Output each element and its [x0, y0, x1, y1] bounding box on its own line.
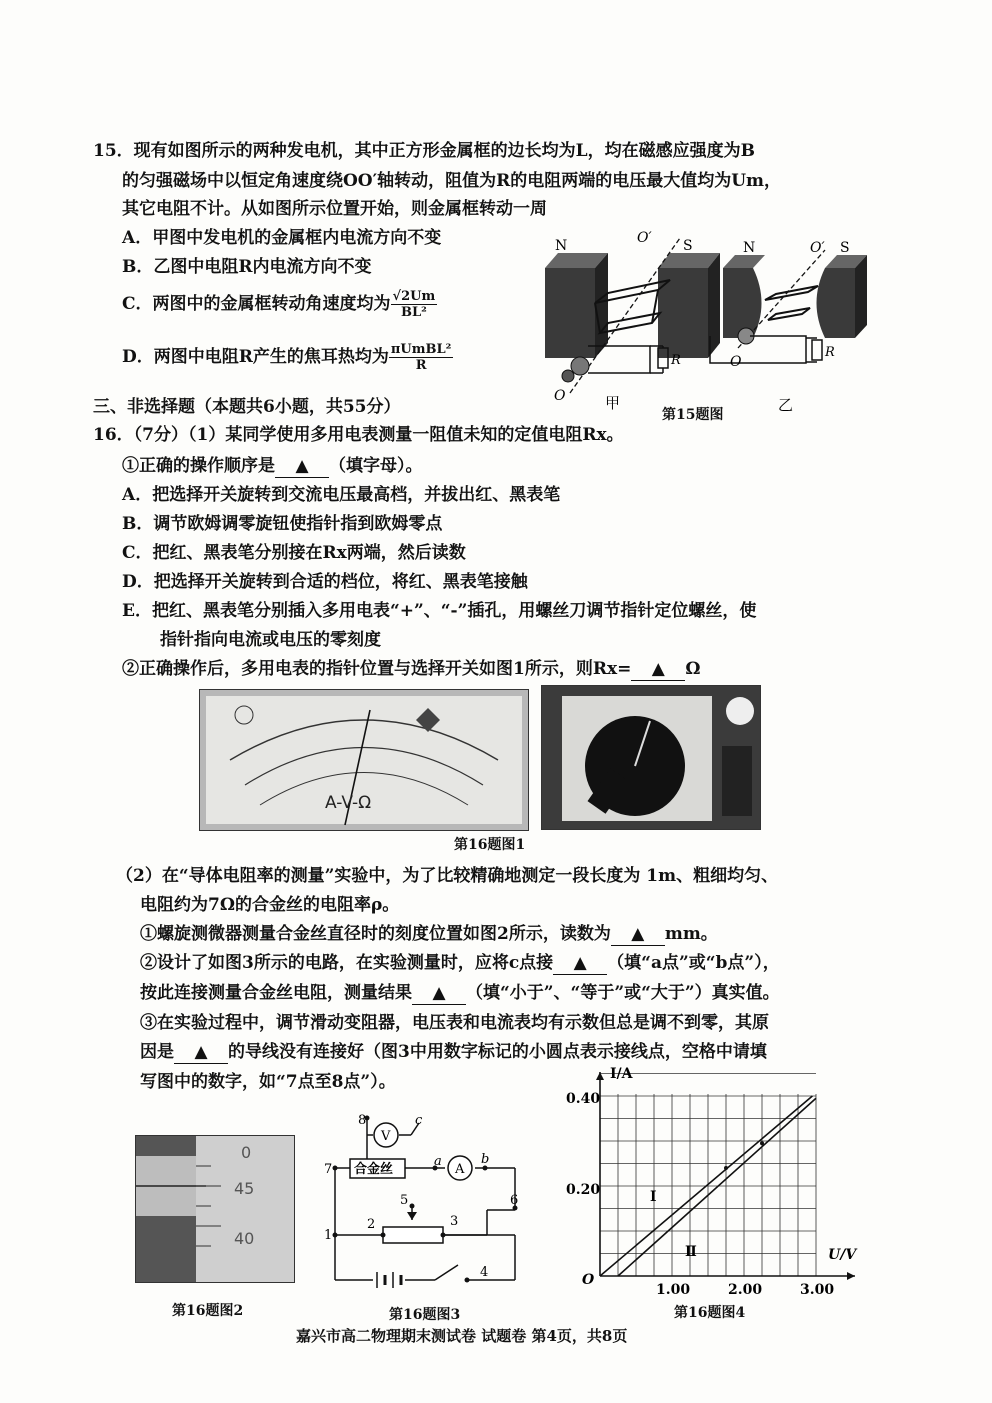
line-I-label: Ⅰ — [650, 1189, 657, 1205]
q15-option-c — [122, 289, 437, 320]
label-n: N — [555, 238, 568, 254]
prompt-text: 的导线没有连接好（图3中用数字标记的小圆点表示接线点，空格中请填 — [228, 1042, 767, 1062]
q15-option-d-fraction — [389, 342, 453, 373]
q15-option-d — [122, 342, 453, 373]
q15-option-d-text: D．两图中电阻R产生的焦耳热均为 — [122, 347, 389, 367]
answer-blank[interactable]: ▲ — [412, 982, 466, 1005]
q16-option-e-line1: E．把红、黑表笔分别插入多用电表“+”、“-”插孔，用螺丝刀调节指针定位螺丝，使 — [122, 601, 757, 621]
q16-step1 — [140, 923, 718, 946]
grid — [600, 1074, 816, 1277]
label-n: N — [743, 240, 756, 256]
q16-option-d: D．把选择开关旋转到合适的档位，将红、黑表笔接触 — [122, 572, 528, 592]
circuit-diagram — [315, 1108, 525, 1298]
q16-part2-line2: 电阻约为7Ω的合金丝的电阻率ρ。 — [140, 895, 400, 915]
label-s: S — [683, 238, 693, 254]
prompt-text: （填字母）。 — [329, 456, 423, 476]
q16-fig1-caption: 第16题图1 — [454, 837, 526, 853]
q15-stem-line1: 15．现有如图所示的两种发电机，其中正方形金属框的边长均为L，均在磁感应强度为B — [93, 141, 755, 161]
q15-option-b: B．乙图中电阻R内电流方向不变 — [122, 257, 372, 277]
node-5: 5 — [400, 1193, 409, 1208]
q16-part1-reading — [122, 658, 700, 681]
alloy-wire-label: 合金丝 — [354, 1162, 394, 1177]
x-axis-arrow — [847, 1272, 855, 1280]
q16-step3-line1: ③在实验过程中，调节滑动变阻器，电压表和电流表均有示数但总是调不到零，其原 — [140, 1013, 769, 1033]
node-3: 3 — [450, 1214, 459, 1229]
prompt-text: （填“小于”、“等于”或“大于”）真实值。 — [466, 983, 780, 1003]
node-2: 2 — [367, 1217, 376, 1232]
node-8: 8 — [358, 1113, 367, 1128]
label-o-prime: O′ — [810, 240, 825, 256]
label-r: R — [671, 353, 681, 368]
point-a: a — [434, 1154, 442, 1169]
q16-step2b — [140, 982, 780, 1005]
label-o-prime: O′ — [637, 230, 652, 246]
label-r: R — [825, 345, 835, 360]
prompt-text: 按此连接测量合金丝电阻，测量结果 — [140, 983, 412, 1003]
q15-figure-caption: 第15题图 — [662, 407, 724, 423]
q16-option-b: B．调节欧姆调零旋钮使指针指到欧姆零点 — [122, 514, 443, 534]
frac-denominator: BL² — [400, 305, 427, 320]
page-footer: 嘉兴市高二物理期末测试卷 试题卷 第4页，共8页 — [296, 1327, 628, 1345]
answer-blank[interactable]: ▲ — [631, 658, 685, 681]
prompt-text: ①正确的操作顺序是 — [122, 456, 275, 476]
answer-blank[interactable]: ▲ — [611, 923, 665, 946]
data-point — [760, 1141, 764, 1145]
prompt-text: （填“a点”或“b点”）， — [607, 953, 780, 973]
prompt-text: ①螺旋测微器测量合金丝直径时的刻度位置如图2所示，读数为 — [140, 924, 611, 944]
q16-part2-line1: （2）在“导体电阻率的测量”实验中，为了比较精确地测定一段长度为 1m、粗细均匀、 — [116, 866, 779, 886]
y-axis-label: I/A — [610, 1066, 633, 1082]
prompt-text: ②设计了如图3所示的电路，在实验测量时，应将c点接 — [140, 953, 554, 973]
generator-yi — [710, 240, 867, 414]
q15-option-c-fraction — [391, 289, 438, 320]
point-b: b — [481, 1152, 490, 1167]
q15-generator-figure — [540, 228, 870, 418]
figure-label-jia: 甲 — [605, 394, 621, 412]
q16-step3-line2 — [140, 1041, 767, 1064]
q16-stem: 16．（7分）（1）某同学使用多用电表测量一阻值未知的定值电阻Rx。 — [93, 425, 624, 445]
label-o: O — [730, 354, 742, 370]
node-4: 4 — [480, 1265, 489, 1280]
frac-denominator: R — [415, 358, 427, 373]
micrometer-photo — [135, 1135, 295, 1283]
section3-title: 三、非选择题（本题共6小题，共55分） — [93, 397, 401, 417]
origin-label: O — [582, 1272, 595, 1288]
data-point — [724, 1166, 728, 1170]
prompt-text: Ω — [685, 659, 701, 679]
answer-blank[interactable]: ▲ — [553, 952, 607, 975]
label-o: O — [554, 388, 566, 404]
q15-option-c-text: C．两图中的金属框转动角速度均为 — [122, 294, 391, 314]
series-line-2 — [618, 1098, 816, 1276]
meter-scale-label: A-V-Ω — [325, 793, 372, 813]
q16-option-e-line2: 指针指向电流或电压的零刻度 — [160, 630, 381, 650]
generator-jia — [545, 230, 720, 412]
figure-label-yi: 乙 — [778, 396, 794, 414]
q16-fig3-caption: 第16题图3 — [389, 1307, 461, 1323]
prompt-text: mm。 — [664, 924, 718, 944]
y-tick-0.20: 0.20 — [566, 1182, 601, 1198]
iu-graph — [566, 1066, 860, 1298]
frac-numerator: πUmBL² — [390, 342, 452, 357]
micrometer-scale-40: 40 — [234, 1229, 255, 1248]
q16-fig4-caption: 第16题图4 — [674, 1305, 746, 1321]
q16-step3-line3: 写图中的数字，如“7点至8点”）。 — [140, 1072, 396, 1092]
q16-part1-prompt — [122, 455, 423, 478]
node-7: 7 — [324, 1162, 333, 1177]
node-6: 6 — [510, 1193, 519, 1208]
frac-numerator: √2Um — [392, 289, 436, 304]
multimeter-selector-photo — [541, 685, 761, 830]
micrometer-scale-0: 0 — [241, 1143, 252, 1162]
label-s: S — [840, 240, 850, 256]
ammeter-label: A — [455, 1162, 465, 1177]
x-tick-1.00: 1.00 — [656, 1282, 691, 1298]
q16-option-c: C．把红、黑表笔分别接在Rx两端，然后读数 — [122, 543, 466, 563]
node-1: 1 — [324, 1228, 333, 1243]
x-tick-3.00: 3.00 — [800, 1282, 835, 1298]
voltmeter-label: V — [381, 1129, 391, 1144]
q15-option-a: A．甲图中发电机的金属框内电流方向不变 — [122, 228, 442, 248]
prompt-text: 因是 — [140, 1042, 174, 1062]
q16-option-a: A．把选择开关旋转到交流电压最高档，并拔出红、黑表笔 — [122, 485, 561, 505]
line-II-label: Ⅱ — [685, 1244, 697, 1260]
micrometer-scale-45: 45 — [234, 1179, 255, 1198]
x-tick-2.00: 2.00 — [728, 1282, 763, 1298]
q15-stem-line2: 的匀强磁场中以恒定角速度绕OO′轴转动，阻值为R的电阻两端的电压最大值均为Um， — [122, 171, 782, 191]
point-c: c — [415, 1113, 423, 1128]
q16-step2 — [140, 952, 780, 975]
q15-stem-line3: 其它电阻不计。从如图所示位置开始，则金属框转动一周 — [122, 199, 547, 219]
q16-fig2-caption: 第16题图2 — [172, 1303, 244, 1319]
answer-blank[interactable]: ▲ — [275, 455, 329, 478]
y-tick-0.40: 0.40 — [566, 1091, 601, 1107]
prompt-text: ②正确操作后，多用电表的指针位置与选择开关如图1所示，则Rx= — [122, 659, 632, 679]
x-axis-label: U/V — [828, 1247, 857, 1263]
multimeter-dial-photo — [199, 689, 529, 831]
answer-blank[interactable]: ▲ — [174, 1041, 228, 1064]
